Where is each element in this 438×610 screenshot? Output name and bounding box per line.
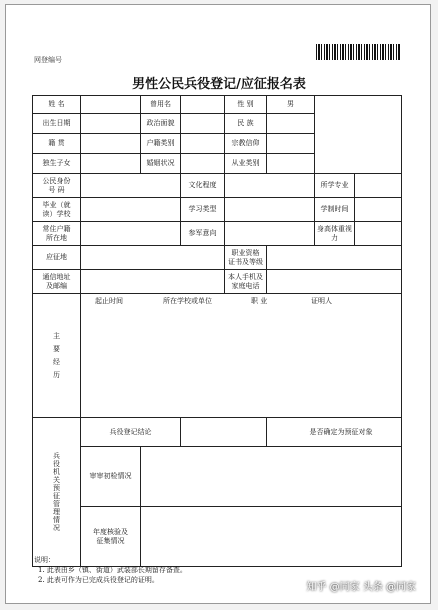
name-label: 姓 名 <box>33 96 81 114</box>
qualification-field[interactable] <box>267 246 402 270</box>
study-type-label: 学习类型 <box>181 198 225 222</box>
enlistment-place-field[interactable] <box>81 246 225 270</box>
study-length-label: 学制时间 <box>315 198 355 222</box>
photo-box <box>315 96 402 174</box>
note-2: 2. 此表可作为已完成兵役登记的证明。 <box>38 576 159 584</box>
religion-label: 宗教信仰 <box>225 134 267 154</box>
service-intention-field[interactable] <box>225 222 315 246</box>
occupation-type-label: 从业类别 <box>225 154 267 174</box>
school-label: 毕业（就 读）学校 <box>33 198 81 222</box>
used-name-label: 曾用名 <box>141 96 181 114</box>
ethnicity-label: 民 族 <box>225 114 267 134</box>
watermark: 知乎 @同家 头条 @同家 <box>306 582 416 593</box>
gender-label: 性 别 <box>225 96 267 114</box>
major-field[interactable] <box>355 174 402 198</box>
education-level-field[interactable] <box>225 174 315 198</box>
agency-label-text: 兵役机关预征管理情况 <box>53 451 60 532</box>
resume-school-header: 所在学校或单位 <box>163 297 212 305</box>
native-place-field[interactable] <box>81 134 141 154</box>
qualification-label: 职业资格 证书及等级 <box>225 246 267 270</box>
first-exam-field[interactable] <box>141 447 402 507</box>
household-type-field[interactable] <box>181 134 225 154</box>
resume-job-header: 职 业 <box>251 297 268 305</box>
form-row <box>33 246 402 270</box>
residence-label: 常住户籍 所在地 <box>33 222 81 246</box>
notes-title: 说明： <box>34 556 55 564</box>
school-field[interactable] <box>81 198 181 222</box>
first-exam-label: 审审初检情况 <box>81 447 141 507</box>
occupation-type-field[interactable] <box>267 154 315 174</box>
form-title: 男性公民兵役登记/应征报名表 <box>132 77 306 92</box>
resume-label <box>33 294 81 418</box>
address-field[interactable] <box>81 270 225 294</box>
serial-number-label: 网登编号 <box>34 56 62 64</box>
resume-witness-header: 证明人 <box>311 297 332 305</box>
form-row <box>33 96 402 114</box>
residence-field[interactable] <box>81 222 181 246</box>
height-vision-field[interactable] <box>355 222 402 246</box>
registration-form-table <box>32 95 402 567</box>
form-row <box>33 198 402 222</box>
agency-label <box>33 418 81 567</box>
political-status-field[interactable] <box>181 114 225 134</box>
height-vision-label: 身高体重视力 <box>315 222 355 246</box>
id-number-label: 公民身份 号 码 <box>33 174 81 198</box>
note-1: 1. 此表由乡（镇、街道）武装部长期留存备查。 <box>38 566 187 574</box>
phone-field[interactable] <box>267 270 402 294</box>
form-row <box>33 174 402 198</box>
enlistment-place-label: 应征地 <box>33 246 81 270</box>
footer-notes <box>34 555 187 585</box>
native-place-label: 籍 贯 <box>33 134 81 154</box>
pre-conscription-label: 是否确定为预征对象 <box>267 418 402 447</box>
id-number-field[interactable] <box>81 174 181 198</box>
form-row <box>33 270 402 294</box>
form-row <box>33 418 402 447</box>
annual-check-label: 年度核验及 征集情况 <box>81 507 141 567</box>
resume-start-header: 起止时间 <box>95 297 123 305</box>
form-row <box>33 222 402 246</box>
household-type-label: 户籍类别 <box>141 134 181 154</box>
used-name-field[interactable] <box>181 96 225 114</box>
service-intention-label: 参军意向 <box>181 222 225 246</box>
political-status-label: 政治面貌 <box>141 114 181 134</box>
marital-status-field[interactable] <box>181 154 225 174</box>
registration-conclusion-label: 兵役登记结论 <box>81 418 181 447</box>
form-row <box>33 447 402 507</box>
only-child-label: 独生子女 <box>33 154 81 174</box>
barcode-icon <box>316 44 400 60</box>
registration-conclusion-field[interactable] <box>181 418 267 447</box>
religion-field[interactable] <box>267 134 315 154</box>
ethnicity-field[interactable] <box>267 114 315 134</box>
form-row <box>33 294 402 418</box>
only-child-field[interactable] <box>81 154 141 174</box>
resume-field[interactable] <box>81 294 402 418</box>
study-type-field[interactable] <box>225 198 315 222</box>
education-level-label: 文化程度 <box>181 174 225 198</box>
resume-label-text: 主 要 经 历 <box>53 331 60 379</box>
gender-field[interactable]: 男 <box>267 96 315 114</box>
major-label: 所学专业 <box>315 174 355 198</box>
address-label: 通信地址 及邮编 <box>33 270 81 294</box>
phone-label: 本人手机及 家庭电话 <box>225 270 267 294</box>
marital-status-label: 婚姻状况 <box>141 154 181 174</box>
birth-date-label: 出生日期 <box>33 114 81 134</box>
study-length-field[interactable] <box>355 198 402 222</box>
birth-date-field[interactable] <box>81 114 141 134</box>
name-field[interactable] <box>81 96 141 114</box>
